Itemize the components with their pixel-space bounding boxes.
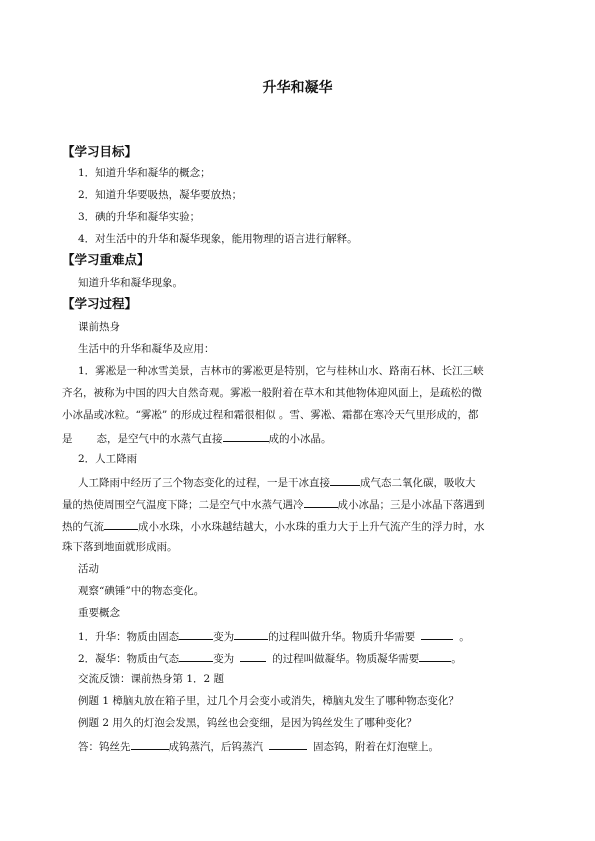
text-segment: 答：钨丝先 xyxy=(78,741,131,753)
concepts-label: 重要概念 xyxy=(78,607,120,619)
text-segment: 固态钨，附着在灯泡壁上。 xyxy=(313,741,439,753)
goals-heading: 【学习目标】 xyxy=(62,144,138,159)
fill-blank[interactable] xyxy=(234,628,268,640)
text-segment: 变为 xyxy=(213,631,235,643)
text-segment: 热的气流 xyxy=(62,521,104,533)
text-segment: 1．升华：物质由固态 xyxy=(78,631,180,643)
goal-item: 3．碘的升华和凝华实验； xyxy=(78,211,201,223)
text-segment: 态，是空气中的水蒸气直接 xyxy=(96,433,223,445)
concept-deposition xyxy=(78,650,462,666)
paragraph-line xyxy=(62,496,485,512)
activity-text: 观察“碘锤”中的物态变化。 xyxy=(78,585,205,597)
text-segment: 的过程叫做升华。物质升华需要 xyxy=(268,631,416,643)
text-segment: 的过程叫做凝华。物质凝华需要 xyxy=(272,653,420,665)
fill-blank[interactable] xyxy=(131,738,169,750)
key-points-heading: 【学习重难点】 xyxy=(62,252,150,267)
example-question-2: 例题 2 用久的灯泡会发黑，钨丝也会变细，是因为钨丝发生了哪种变化？ xyxy=(78,717,417,729)
paragraph-line: 珠下落到地面就形成雨。 xyxy=(62,541,178,553)
text-segment: 。 xyxy=(459,631,470,643)
warmup-intro: 生活中的升华和凝华及应用： xyxy=(78,343,215,355)
text-segment: 变为 xyxy=(213,653,235,665)
text-segment: 是 xyxy=(62,433,73,445)
paragraph-line: 齐名，被称为中国的四大自然奇观。雾凇一般附着在草木和其他物体迎风面上，是疏松的微 xyxy=(62,387,482,399)
subsection-title: 2．人工降雨 xyxy=(78,453,138,465)
fill-blank[interactable] xyxy=(223,430,269,442)
paragraph-line xyxy=(78,474,476,490)
fill-blank[interactable] xyxy=(330,474,360,486)
fill-blank[interactable] xyxy=(240,650,266,662)
goal-item: 1．知道升华和凝华的概念； xyxy=(78,167,211,179)
text-segment: 量的热使周围空气温度下降；二是空气中水蒸气遇冷 xyxy=(62,499,304,511)
text-segment: 成小水珠，小水珠越结越大，小水珠的重力大于上升气流产生的浮力时，水 xyxy=(138,521,485,533)
text-segment: 。 xyxy=(451,653,462,665)
paragraph-line: 小冰晶或冰粒。“雾凇” 的形成过程和霜很相似 。雪、雾凇、霜都在寒冷天气里形成的，都 xyxy=(62,409,479,421)
fill-blank[interactable] xyxy=(179,650,213,662)
text-segment: 人工降雨中经历了三个物态变化的过程，一是干冰直接 xyxy=(78,477,330,489)
fill-blank[interactable] xyxy=(269,738,307,750)
goal-item: 4．对生活中的升华和凝华现象，能用物理的语言进行解释。 xyxy=(78,233,358,245)
example-question-1: 例题 1 樟脑丸放在箱子里，过几个月会变小或消失，樟脑丸发生了哪种物态变化？ xyxy=(78,695,459,707)
concept-sublimation xyxy=(78,628,470,644)
goal-item: 2．知道升华要吸热，凝华要放热； xyxy=(78,189,243,201)
feedback-label: 交流反馈：课前热身第 1．2 题 xyxy=(78,673,225,685)
text-segment: 成钨蒸汽，后钨蒸汽 xyxy=(168,741,263,753)
text-segment: 成气态二氧化碳，吸收大 xyxy=(360,477,476,489)
text-segment: 成的小冰晶。 xyxy=(268,433,332,445)
fill-blank[interactable] xyxy=(304,496,338,508)
fill-blank[interactable] xyxy=(104,518,138,530)
paragraph-line: 1．雾凇是一种冰雪美景，吉林市的雾凇更是特别，它与桂林山水、路南石林、长江三峡 xyxy=(78,365,484,377)
process-heading: 【学习过程】 xyxy=(62,296,138,311)
fill-blank[interactable] xyxy=(179,628,213,640)
key-points-text: 知道升华和凝华现象。 xyxy=(78,277,183,289)
page-title: 升华和凝华 xyxy=(262,80,333,96)
text-segment: 成小冰晶；三是小冰晶下落遇到 xyxy=(337,499,485,511)
fill-blank[interactable] xyxy=(419,650,451,662)
paragraph-line xyxy=(62,518,485,534)
activity-label: 活动 xyxy=(78,563,99,575)
paragraph-line xyxy=(62,430,332,446)
answer-line xyxy=(78,738,439,754)
warmup-label: 课前热身 xyxy=(78,321,120,333)
fill-blank[interactable] xyxy=(421,628,453,640)
text-segment: 2．凝华：物质由气态 xyxy=(78,653,180,665)
